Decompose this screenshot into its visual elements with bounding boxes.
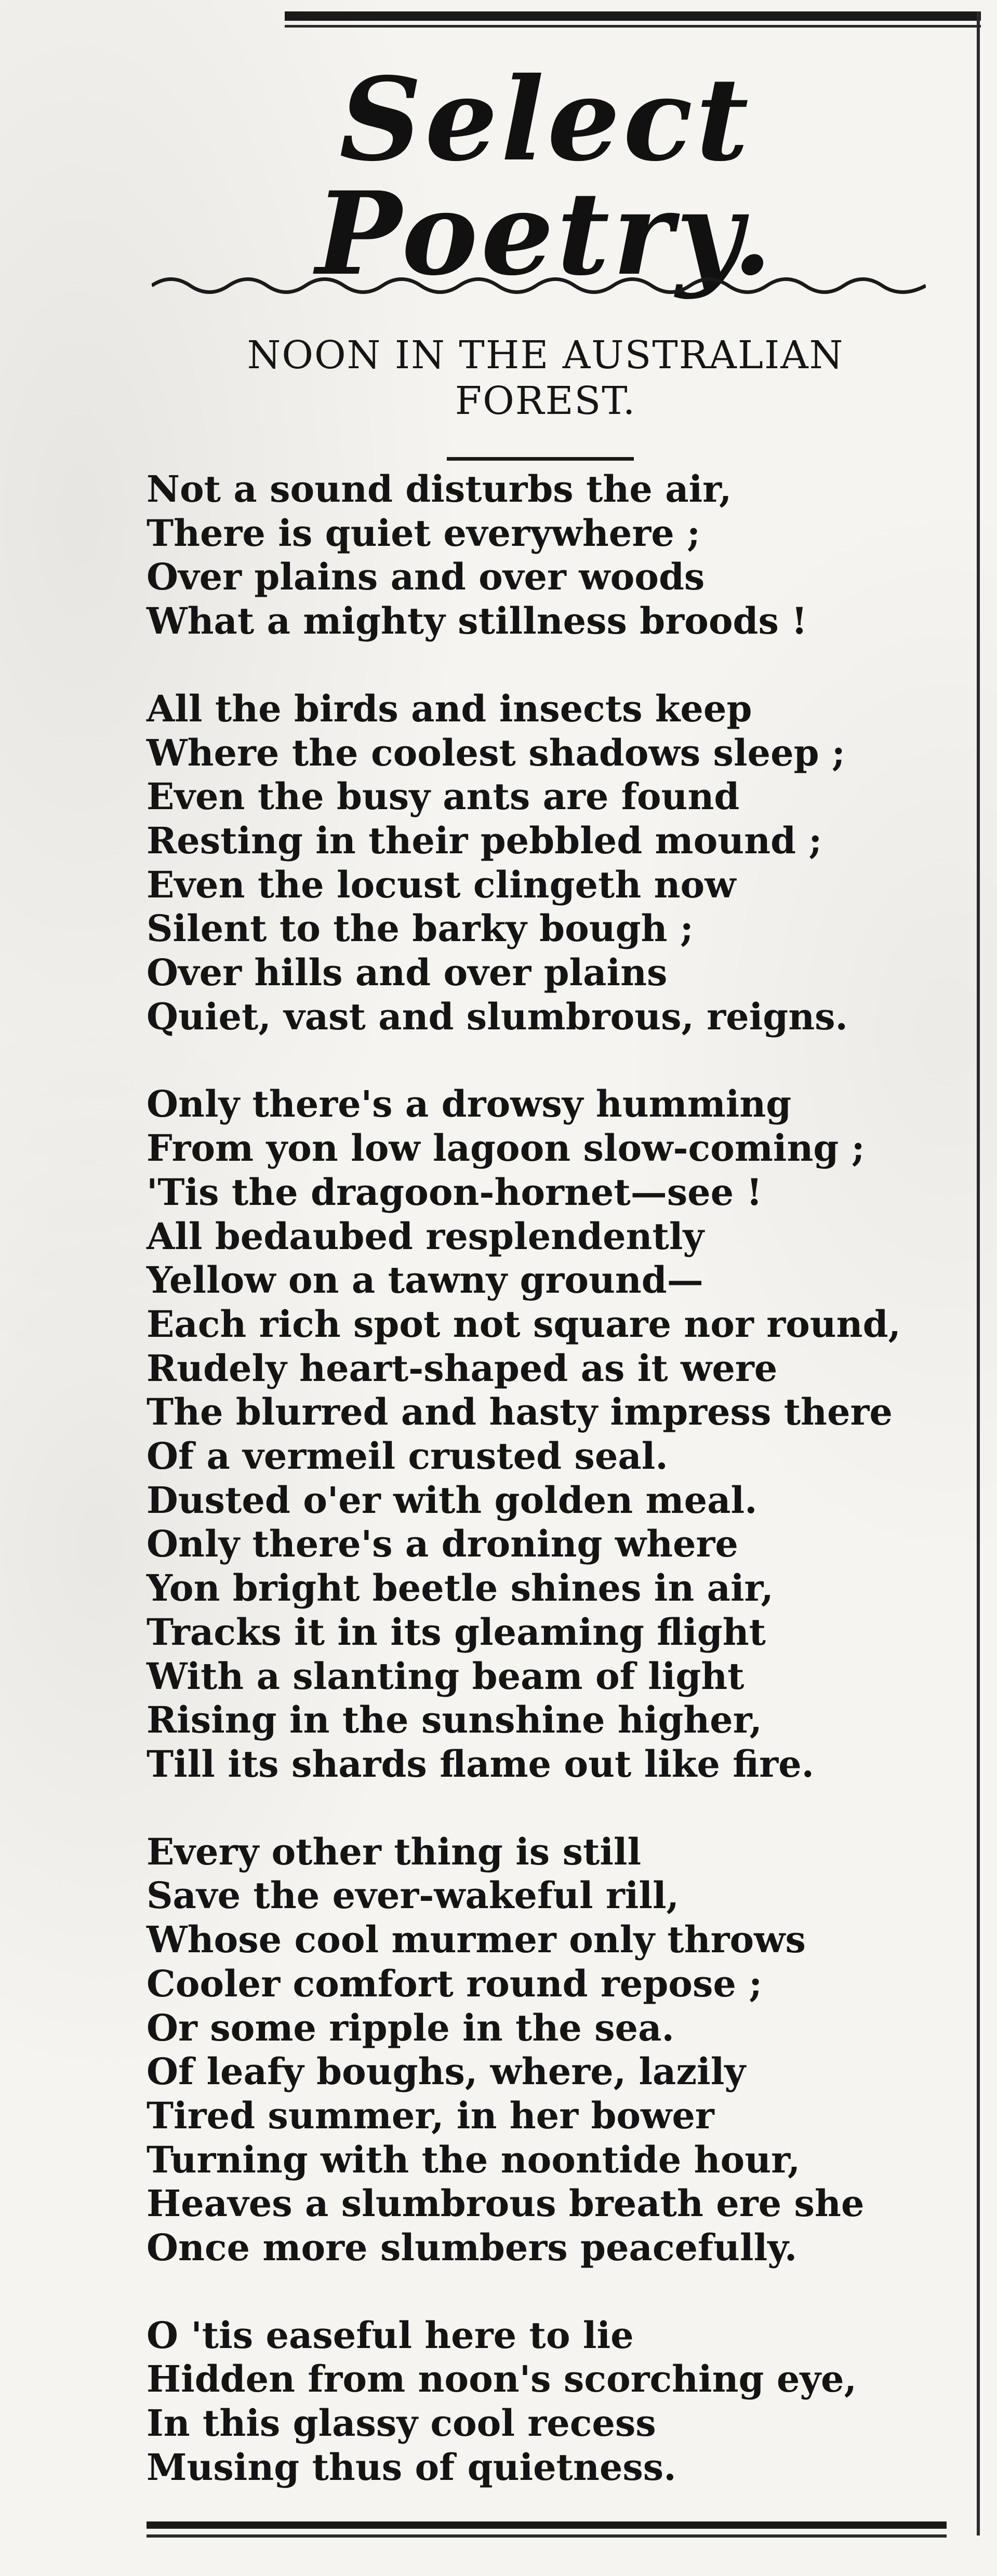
poem-line: Rising in the sunshine higher,	[147, 1698, 762, 1742]
poem-line: Or some ripple in the sea.	[147, 2006, 674, 2049]
poem-line: All bedaubed resplendently	[147, 1214, 704, 1258]
poem-line: There is quiet everywhere ;	[147, 511, 700, 555]
bottom-rule-thin	[147, 2534, 947, 2538]
poem-line: Resting in their pebbled mound ;	[147, 819, 822, 862]
top-rule-thin	[285, 25, 981, 28]
poem-line: Not a sound disturbs the air,	[147, 467, 732, 511]
poem-line: Only there's a drowsy humming	[147, 1082, 792, 1126]
poem-line: Over plains and over woods	[147, 555, 705, 599]
poem-stanza	[147, 467, 957, 643]
top-rule-thick	[285, 11, 981, 21]
poem-line: Yellow on a tawny ground—	[147, 1258, 703, 1302]
poem-line: Of leafy boughs, where, lazily	[147, 2050, 746, 2094]
poem-line: Every other thing is still	[147, 1830, 642, 1873]
poem-line: Save the ever-wakeful rill,	[147, 1874, 679, 1917]
poem-line: Even the locust clingeth now	[147, 863, 736, 906]
poem-line: In this glassy cool recess	[147, 2401, 656, 2445]
poem-line: Where the coolest shadows sleep ;	[147, 731, 845, 774]
poem-line: Rudely heart-shaped as it were	[147, 1346, 778, 1390]
poem-line: Only there's a droning where	[147, 1522, 738, 1566]
poem-stanza	[147, 1082, 957, 1786]
poem-line: Hidden from noon's scorching eye,	[147, 2357, 857, 2401]
poem-line: Heaves a slumbrous breath ere she	[147, 2182, 865, 2225]
poem-line: All the birds and insects keep	[147, 687, 752, 730]
poem-stanza	[147, 2314, 957, 2490]
poem-line: Quiet, vast and slumbrous, reigns.	[147, 995, 848, 1038]
column-rule-right	[977, 11, 980, 2535]
poem-title	[156, 332, 935, 424]
poem-line: The blurred and hasty impress there	[147, 1390, 893, 1434]
poem-line: Whose cool murmer only throws	[147, 1918, 806, 1962]
poem-line: Dusted o'er with golden meal.	[147, 1478, 757, 1522]
poem-line: Yon bright beetle shines in air,	[147, 1566, 774, 1610]
poem-line: Silent to the barky bough ;	[147, 907, 694, 950]
poem-line: With a slanting beam of light	[147, 1654, 745, 1698]
poem-line: Of a vermeil crusted seal.	[147, 1434, 668, 1478]
poem-title-line-2: FOREST.	[455, 379, 636, 423]
poem-line: Musing thus of quietness.	[147, 2445, 676, 2489]
poem-line: From yon low lagoon slow-coming ;	[147, 1126, 865, 1170]
title-rule	[447, 457, 634, 461]
poem-line: What a mighty stillness broods !	[147, 599, 807, 643]
poem-stanza	[147, 687, 957, 1039]
poem-line: Once more slumbers peacefully.	[147, 2226, 797, 2270]
poem-line: Tired summer, in her bower	[147, 2094, 714, 2137]
poem-line: Tracks it in its gleaming flight	[147, 1610, 766, 1654]
bottom-rule-thick	[147, 2521, 947, 2529]
poem-title-line-1: NOON IN THE AUSTRALIAN	[247, 333, 844, 378]
poem-line: Turning with the noontide hour,	[147, 2138, 801, 2181]
poem-stanza	[147, 1830, 957, 2270]
poem-line: O 'tis easeful here to lie	[147, 2313, 634, 2357]
poem-line: Over hills and over plains	[147, 951, 668, 995]
poem-line: Cooler comfort round repose ;	[147, 1962, 763, 2005]
wavy-divider	[152, 270, 926, 301]
poem-body	[147, 467, 957, 2490]
section-masthead: Select Poetry.	[315, 52, 776, 301]
poem-line: Each rich spot not square nor round,	[147, 1302, 901, 1346]
poem-line: 'Tis the dragoon-hornet—see !	[147, 1170, 763, 1214]
poem-line: Till its shards flame out like fire.	[147, 1742, 814, 1786]
poem-line: Even the busy ants are found	[147, 775, 740, 819]
